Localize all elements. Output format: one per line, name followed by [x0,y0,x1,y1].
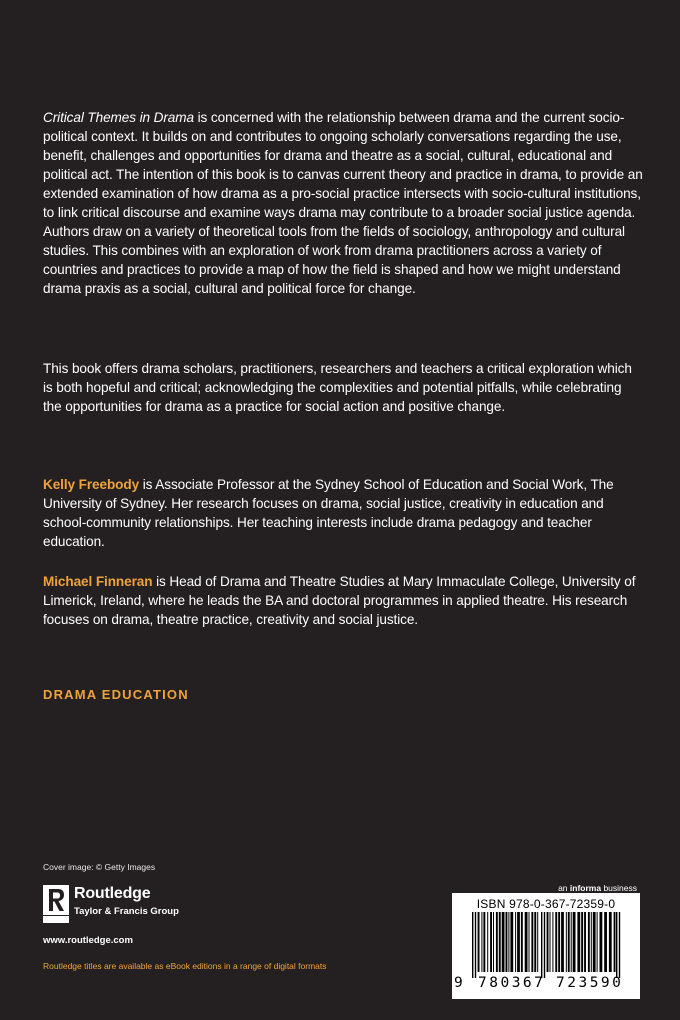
publisher-website: www.routledge.com [43,935,133,946]
cover-image-credit: Cover image: © Getty Images [43,862,156,872]
barcode-icon [458,912,634,978]
informa-business-tagline [558,883,637,893]
description-paragraph-1-text: is concerned with the relationship between drama and the current socio-political context. It builds on and contributes to ongoing scholarly conversations regarding the use, benefit, challenges and opportunities for drama and theatre as a social, cultural, educational and political act. The intention of this book is to canvas current theory and practice in drama, to provide an extended examination of how drama as a pro-social practice intersects with socio-cultural institutions, to link critical discourse and examine ways drama may contribute to a broader social justice agenda. Authors draw on a variety of theoretical tools from the fields of sociology, anthropology and cultural studies. This combines with an exploration of work from drama practitioners across a variety of countries and practices to provide a map of how the field is shaped and how we might understand drama praxis as a social, cultural and political force for change. [43,110,643,296]
author-bio-2 [43,572,643,629]
author-name-2: Michael Finneran [43,574,153,589]
publisher-block [43,885,243,925]
informa-suffix: business [601,883,637,893]
subject-category: DRAMA EDUCATION [43,687,189,702]
barcode-digit-first: 9 [454,975,463,991]
informa-brand: informa [569,883,602,893]
routledge-r-logo-icon [43,885,69,923]
isbn-barcode-box [452,893,640,999]
author-bio-1-text: is Associate Professor at the Sydney School of Education and Social Work, The University of Sydney. Her research focuses on drama, social justice, creativity in education and school-community relationships. Her teaching interests include drama pedagogy and teacher education. [43,477,614,549]
barcode-digits-right: 723590 [556,975,624,991]
publisher-group: Taylor & Francis Group [74,906,179,917]
author-bio-1 [43,475,643,551]
author-name-1: Kelly Freebody [43,477,140,492]
barcode-digits-left: 780367 [478,975,546,991]
publisher-name: Routledge [74,885,151,902]
isbn-number: ISBN 978-0-367-72359-0 [476,897,616,911]
book-title-italic: Critical Themes in Drama [43,110,194,125]
author-bio-2-text: is Head of Drama and Theatre Studies at Mary Immaculate College, University of Limerick, Ireland, where he leads the BA and doctoral programmes in applied theatre. His research focuses on drama, theatre practice, creativity and social justice. [43,574,636,627]
description-paragraph-2: This book offers drama scholars, practitioners, researchers and teachers a critical exploration which is both hopeful and critical; acknowledging the complexities and potential pitfalls, while celebrating the opportunities for drama as a practice for social action and positive change. [43,361,632,414]
informa-prefix: an [558,883,570,893]
ebook-availability-note: Routledge titles are available as eBook editions in a range of digital formats [43,961,327,971]
description-paragraph-1 [43,108,643,298]
